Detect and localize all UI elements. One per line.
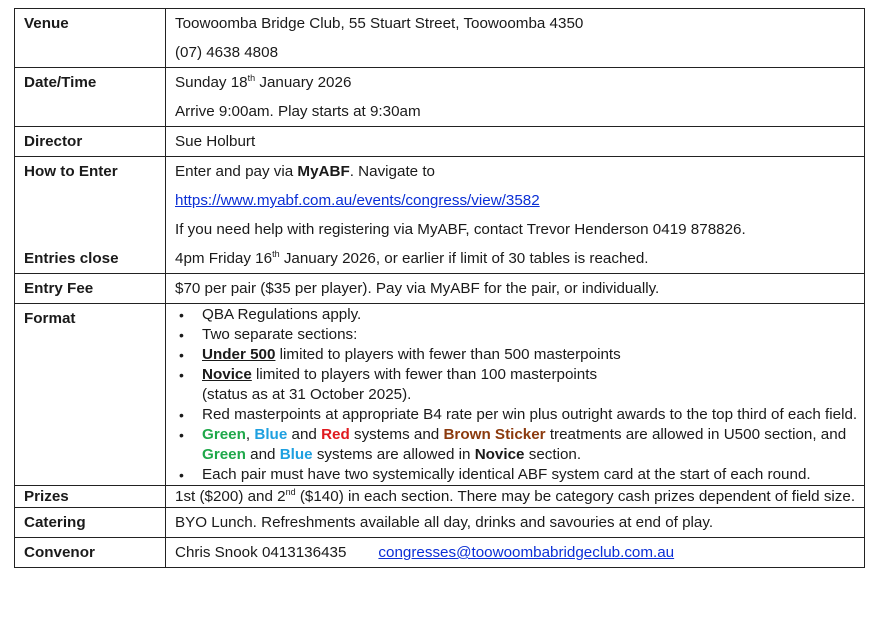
datetime-label: Date/Time [15,68,166,127]
event-info-table [14,8,865,568]
catering-value: BYO Lunch. Refreshments available all day, drinks and savouries at end of play. [166,508,865,538]
row-catering [15,508,865,538]
row-format [15,304,865,486]
how-to-enter-value [166,157,865,274]
how-to-enter-label: How to Enter [24,163,118,180]
list-item: • QBA Regulations apply. [175,305,858,325]
row-venue [15,9,865,68]
format-label: Format [15,304,166,486]
list-item: • Two separate sections: [175,325,858,345]
director-label: Director [15,127,166,157]
convenor-email-link[interactable]: congresses@toowoombabridgeclub.com.au [378,544,675,561]
venue-address: Toowoomba Bridge Club, 55 Stuart Street, Toowoomba 4350 [175,15,584,32]
datetime-value [166,68,865,127]
convenor-name: Chris Snook 0413136435 [175,544,347,561]
catering-label: Catering [15,508,166,538]
venue-phone: (07) 4638 4808 [175,44,279,61]
enter-instructions: Enter and pay via MyABF. Navigate to [175,163,436,180]
list-item: • Green, Blue and Red systems and Brown Sticker treatments are allowed in U500 section, and Green and Blue systems are allowed in Novice section. [175,425,858,465]
entries-close-label: Entries close [24,250,119,267]
event-date: Sunday 18th January 2026 [175,73,352,91]
format-value [166,304,865,486]
how-to-enter-cell [15,157,166,274]
row-entry-fee [15,274,865,304]
prizes-label: Prizes [15,486,166,508]
entry-fee-value: $70 per pair ($35 per player). Pay via MyABF for the pair, or individually. [166,274,865,304]
row-prizes [15,486,865,508]
congress-link[interactable]: https://www.myabf.com.au/events/congress/view/3582 [175,192,540,209]
format-list [175,305,858,485]
arrive-time: Arrive 9:00am. Play starts at 9:30am [175,103,421,120]
row-director [15,127,865,157]
venue-label: Venue [15,9,166,68]
list-item: • Red masterpoints at appropriate B4 rate per win plus outright awards to the top third of each field. [175,405,858,425]
venue-value [166,9,865,68]
entries-close-value: 4pm Friday 16th January 2026, or earlier if limit of 30 tables is reached. [175,249,649,267]
help-text: If you need help with registering via MyABF, contact Trevor Henderson 0419 878826. [175,221,746,238]
director-name: Sue Holburt [166,127,865,157]
row-how-to-enter [15,157,865,274]
list-item: • Under 500 limited to players with fewer than 500 masterpoints [175,345,858,365]
entry-fee-label: Entry Fee [15,274,166,304]
convenor-label: Convenor [15,538,166,568]
convenor-value [166,538,865,568]
list-item: • Each pair must have two systemically identical ABF system card at the start of each round. [175,465,858,485]
prizes-value: 1st ($200) and 2nd ($140) in each section. There may be category cash prizes dependent of field size. [166,486,865,508]
row-convenor [15,538,865,568]
row-datetime [15,68,865,127]
list-item: • Novice limited to players with fewer than 100 masterpoints (status as at 31 October 2025). [175,365,858,405]
